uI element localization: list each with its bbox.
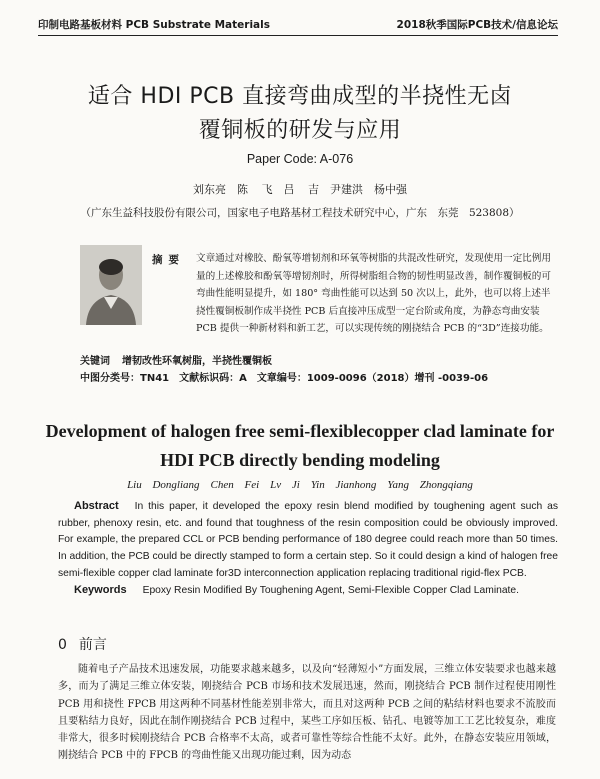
abstract-cn-label: 摘要 — [152, 254, 185, 266]
keywords-cn-label: 关键词 — [80, 356, 110, 367]
keywords-en — [74, 584, 519, 596]
keywords-en-text: Epoxy Resin Modified By Toughening Agent, Semi-Flexible Copper Clad Laminate. — [142, 585, 520, 596]
title-english — [0, 417, 600, 475]
title-cn-line-1: 适合 HDI PCB 直接弯曲成型的半挠性无卤 — [87, 84, 513, 109]
abstract-cn-text: 文章通过对橡胶、酚氧等增韧剂和环氧等树脂的共混改性研究，发现使用一定比例用量的上述橡胶和酚氧等增韧剂时，所得树脂组合物的韧性明显改善，制作覆铜板的可弯曲性能明显提升，如 180° 弯曲性能可以达到 50 次以上，此外，也可以将上述半挠性覆铜板制作成半挠性 PCB 后直接冲压成型一定台阶或角度，为静态弯曲安装 PCB 提供一种新材料和新工艺，可以实现传统的刚挠结合 PCB 的“3D”连接功能。 — [196, 253, 551, 335]
header-journal: 印制电路基板材料 PCB Substrate Materials — [38, 19, 270, 31]
section-title: 前言 — [78, 637, 107, 653]
author-portrait-image — [80, 245, 142, 325]
title-cn-line-2: 覆铜板的研发与应用 — [198, 118, 402, 143]
abstract-en-text: In this paper, it developed the epoxy resin blend modified by toughening agent such as rubber, phenoxy resin, etc. and found that toughness of the resin composition could be obviously improved. For example, the prepared CCL or PCB bending performance of 180 degree could reach more than 50 times. In addition, the PCB could be directly stamped to form a certain step. So it could design a kind of halogen free semi-flexible copper clad laminate for3D interconnection application replacing traditional rigid-flex PCB. — [58, 501, 558, 579]
header-forum: 2018秋季国际PCB技术/信息论坛 — [396, 19, 558, 31]
section-number: 0 — [58, 637, 67, 653]
body-paragraph: 随着电子产品技术迅速发展，功能要求越来越多，以及向“轻薄短小”方面发展，三维立体安装要求也越来越多，而为了满足三维立体安装，刚挠结合 PCB 市场和技术发展迅速，然而，刚挠结合 PCB 制作过程使用刚性 PCB 用和挠性 FPCB 用这两种不同基材性能差别非常大，而且对这两种 PCB 之间的粘结材料也要求不流胶而且要粘结力良好，因此在制作刚挠结合 PCB 过程中，某些工序如压板、钻孔、电镀等加工工艺比较复杂，难度非常大，很多时候刚挠结合 PCB 合格率不太高，或者可靠性等综合性能不太好。此外，在静态安装应用领域，刚挠结合 PCB 中的 FPCB 的弯曲性能又出现功能过剩，因为动态 — [58, 664, 556, 762]
authors-chinese: 刘东亮 陈 飞 吕 吉 尹建洪 杨中强 — [193, 183, 407, 196]
running-header — [38, 15, 558, 36]
classification-line: 中图分类号：TN41 文献标识码：A 文章编号：1009-0096（2018）增刊 -0039-06 — [80, 373, 489, 384]
authors-english: Liu Dongliang Chen Fei Lv Ji Yin Jianhong Yang Zhongqiang — [127, 479, 473, 491]
title-en-line-2: HDI PCB directly bending modeling — [160, 450, 440, 470]
keywords-en-label: Keywords — [74, 584, 127, 596]
affiliation-chinese: （广东生益科技股份有限公司，国家电子电路基材工程技术研究中心，广东 东莞 523808） — [80, 207, 520, 219]
abstract-en-label: Abstract — [74, 500, 119, 512]
paper-code: Paper Code: A-076 — [246, 152, 354, 166]
keywords-cn — [80, 352, 272, 367]
author-photo — [80, 245, 142, 325]
title-chinese — [0, 80, 600, 148]
abstract-en — [58, 498, 558, 583]
title-en-line-1: Development of halogen free semi-flexiblecopper clad laminate for — [45, 421, 555, 441]
section-heading — [58, 634, 107, 654]
keywords-cn-text: 增韧改性环氧树脂，半挠性覆铜板 — [122, 356, 272, 367]
